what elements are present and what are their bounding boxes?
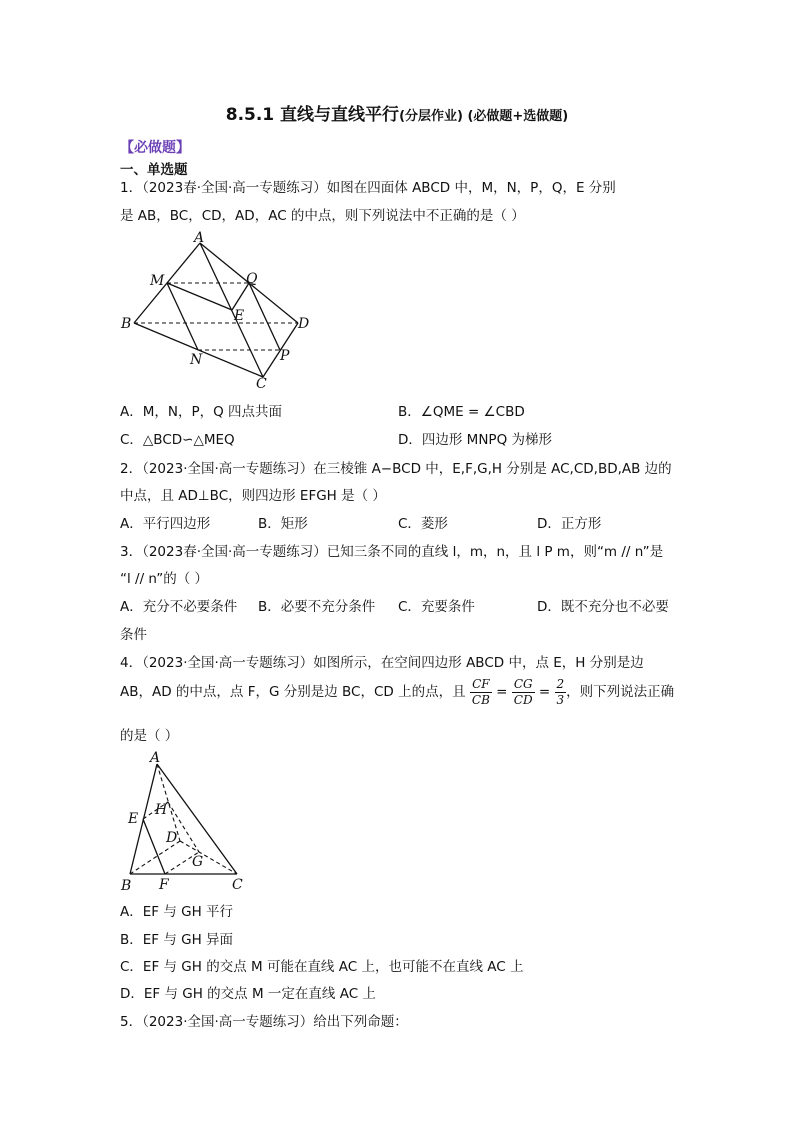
q4-quadrilateral-figure [112,746,262,894]
q4-option-d[interactable]: D．EF 与 GH 的交点 M 一定在直线 AC 上 [120,986,376,1002]
q4-option-b[interactable]: B．EF 与 GH 异面 [120,932,234,948]
q4-frac1-denominator: CB [471,692,490,707]
q4-equals-2: = [534,684,555,700]
q4-fraction-cg-cd [512,677,535,708]
q2-stem-line1: 2．（2023·全国·高一专题练习）在三棱锥 A−BCD 中，E,F,G,H 分别是 AC,CD,BD,AB 边的 [120,461,672,477]
title-main: 8.5.1 直线与直线平行 [225,105,400,125]
q1-label-M: M [150,273,165,289]
q3-stem-line2: “l // n”的（ ） [120,571,209,587]
q1-label-P: P [280,348,290,364]
q4-frac1-numerator: CF [470,677,492,693]
q1-label-N: N [190,352,203,368]
q4-stem-line2 [120,676,674,708]
q4-option-a[interactable]: A．EF 与 GH 平行 [120,904,234,920]
q4-label-G: G [192,854,204,870]
q1-option-d[interactable]: D．四边形 MNPQ 为梯形 [398,432,552,448]
q1-stem-line1: 1．（2023春·全国·高一专题练习）如图在四面体 ABCD 中，M，N，P，Q，E 分别 [120,180,616,196]
q4-stem-line2-pre: AB，AD 的中点，点 F，G 分别是边 BC，CD 上的点，且 [120,684,466,700]
q4-stem-line1: 4．（2023·全国·高一专题练习）如图所示，在空间四边形 ABCD 中，点 E，H 分别是边 [120,655,644,671]
q4-frac3-denominator: 3 [556,692,565,707]
q1-label-D: D [298,316,310,332]
section-heading: 一、单选题 [120,162,188,178]
q1-label-Q: Q [246,271,258,287]
q1-stem-line2: 是 AB，BC，CD，AD，AC 的中点，则下列说法中不正确的是（ ） [120,208,525,224]
q1-tetrahedron-figure [118,230,318,395]
q3-option-d-continued: 条件 [120,627,147,643]
q1-option-b[interactable]: B．∠QME = ∠CBD [398,404,525,420]
q4-label-B: B [121,878,132,894]
q1-label-B: B [121,316,132,332]
q1-option-c[interactable]: C．△BCD∽△MEQ [120,432,235,448]
q1-label-C: C [256,376,267,392]
q4-fraction-two-thirds [555,677,567,708]
q3-option-b[interactable]: B．必要不充分条件 [258,599,376,615]
page-title [0,100,794,125]
q4-frac3-numerator: 2 [556,676,565,691]
q4-label-H: H [155,802,168,818]
q3-option-c[interactable]: C．充要条件 [398,599,475,615]
q1-label-A: A [194,230,205,246]
q4-label-D: D [166,830,178,846]
q4-equals-1: = [491,684,512,700]
q2-option-d[interactable]: D．正方形 [537,516,602,532]
q2-option-b[interactable]: B．矩形 [258,516,308,532]
q4-frac2-denominator: CD [513,692,533,707]
q3-option-d[interactable]: D．既不充分也不必要 [537,599,669,615]
q4-fraction-cf-cb [470,677,492,708]
q4-stem-line3: 的是（ ） [120,728,179,744]
q4-label-A: A [150,750,161,766]
q1-label-E: E [234,308,245,324]
q4-label-C: C [232,877,243,893]
q2-option-c[interactable]: C．菱形 [398,516,448,532]
q4-option-c[interactable]: C．EF 与 GH 的交点 M 可能在直线 AC 上，也可能不在直线 AC 上 [120,959,524,975]
title-sub: (分层作业) (必做题+选做题) [399,109,569,124]
q2-option-a[interactable]: A．平行四边形 [120,516,211,532]
q4-frac2-numerator: CG [512,677,535,693]
q3-option-a[interactable]: A．充分不必要条件 [120,599,238,615]
q2-stem-line2: 中点，且 AD⊥BC，则四边形 EFGH 是（ ） [120,488,386,504]
q1-option-a[interactable]: A．M，N，P，Q 四点共面 [120,404,283,420]
q5-stem-line1: 5．（2023·全国·高一专题练习）给出下列命题： [120,1014,408,1030]
q4-stem-line2-post: ，则下列说法正确 [566,684,675,700]
section-tag: 【必做题】 [120,140,190,156]
q4-label-E: E [128,811,139,827]
q4-label-F: F [159,877,169,893]
q3-stem-line1: 3．（2023春·全国·高一专题练习）已知三条不同的直线 l，m，n，且 l P m，则“m // n”是 [120,544,664,560]
